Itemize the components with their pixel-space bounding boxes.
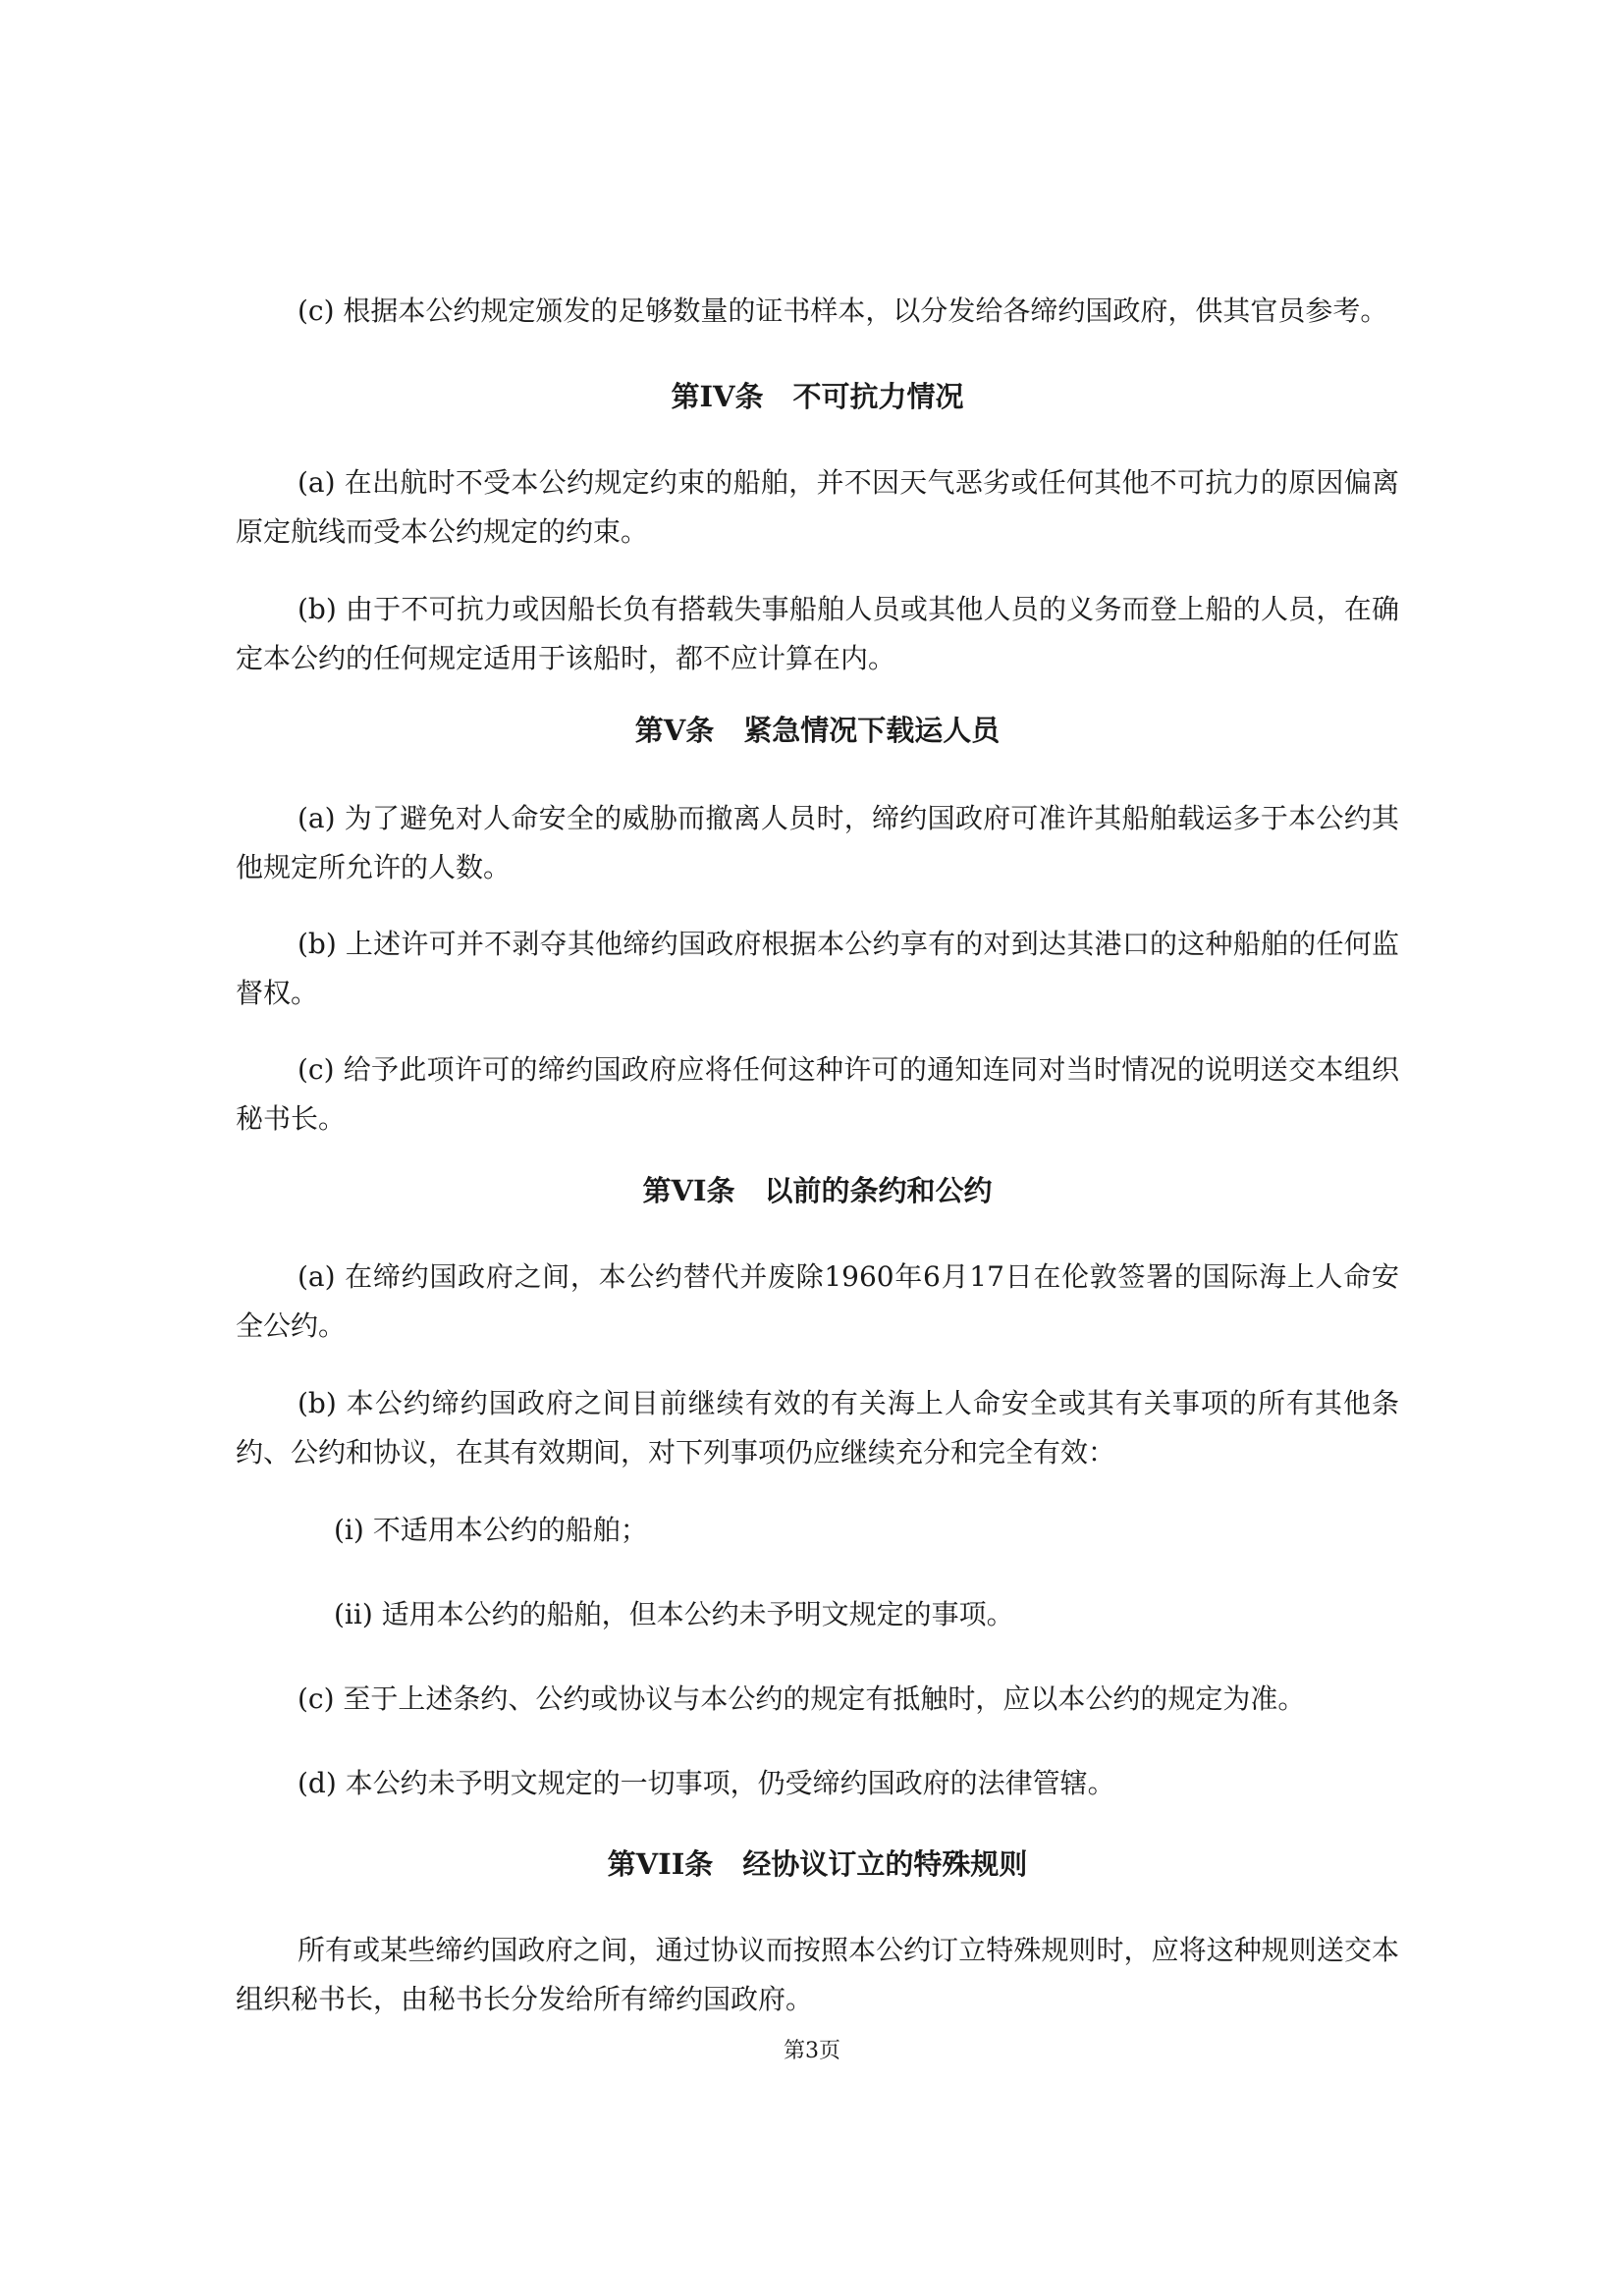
article5-para-c: (c) 给予此项许可的缔约国政府应将任何这种许可的通知连同对当时情况的说明送交本组织秘书长。	[236, 1053, 1399, 1135]
article4-heading	[236, 372, 1399, 421]
article6-item-ii: (ii) 适用本公约的船舶，但本公约未予明文规定的事项。	[334, 1598, 1014, 1630]
article5-para-b: (b) 上述许可并不剥夺其他缔约国政府根据本公约享有的对到达其港口的这种船舶的任何监督权。	[236, 928, 1399, 1009]
article7-para: 所有或某些缔约国政府之间，通过协议而按照本公约订立特殊规则时，应将这种规则送交本组织秘书长，由秘书长分发给所有缔约国政府。	[236, 1934, 1399, 2015]
article4-number: 第IV条	[671, 380, 764, 413]
article7-number: 第VII条	[607, 1847, 714, 1881]
article5-title: 紧急情况下载运人员	[743, 714, 1001, 747]
article5-number: 第V条	[634, 714, 715, 747]
article4-title: 不可抗力情况	[792, 380, 964, 413]
article5-heading	[236, 706, 1399, 755]
article6-para-d: (d) 本公约未予明文规定的一切事项，仍受缔约国政府的法律管辖。	[298, 1767, 1115, 1799]
article4-para-b: (b) 由于不可抗力或因船长负有搭载失事船舶人员或其他人员的义务而登上船的人员，在确定本公约的任何规定适用于该船时，都不应计算在内。	[236, 593, 1399, 674]
article6-number: 第VI条	[642, 1174, 735, 1207]
article7-heading	[236, 1840, 1399, 1889]
article6-para-c: (c) 至于上述条约、公约或协议与本公约的规定有抵触时，应以本公约的规定为准。	[298, 1682, 1306, 1715]
article4-para-a: (a) 在出航时不受本公约规定约束的船舶，并不因天气恶劣或任何其他不可抗力的原因偏离原定航线而受本公约规定的约束。	[236, 466, 1399, 548]
article5-para-a: (a) 为了避免对人命安全的威胁而撤离人员时，缔约国政府可准许其船舶载运多于本公约其他规定所允许的人数。	[236, 802, 1399, 883]
article6-para-a: (a) 在缔约国政府之间，本公约替代并废除1960年6月17日在伦敦签署的国际海上人命安全公约。	[236, 1260, 1399, 1342]
article6-item-i: (i) 不适用本公约的船舶；	[334, 1514, 648, 1546]
page-number: 第3页	[784, 2039, 840, 2063]
article6-heading	[236, 1166, 1399, 1215]
article6-title: 以前的条约和公约	[764, 1174, 993, 1207]
article6-para-b: (b) 本公约缔约国政府之间目前继续有效的有关海上人命安全或其有关事项的所有其他条约、公约和协议，在其有效期间，对下列事项仍应继续充分和完全有效：	[236, 1387, 1399, 1468]
article3-para-c: (c) 根据本公约规定颁发的足够数量的证书样本，以分发给各缔约国政府，供其官员参考。	[298, 294, 1388, 327]
article7-title: 经协议订立的特殊规则	[742, 1847, 1028, 1881]
